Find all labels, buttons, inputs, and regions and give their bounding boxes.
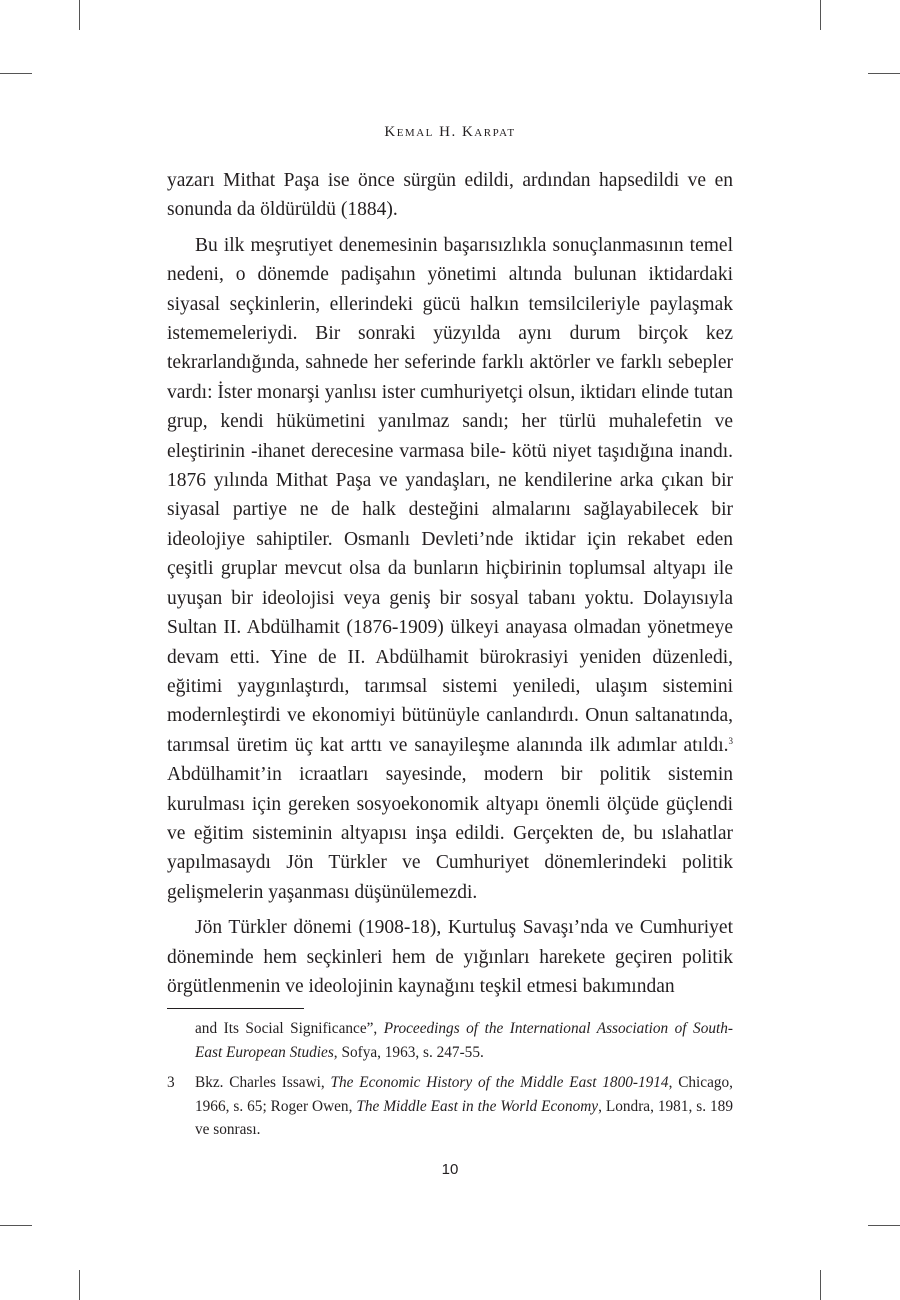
body-text — [167, 166, 733, 1001]
footnote-number: 3 — [167, 1074, 175, 1091]
footnotes — [167, 1017, 733, 1142]
crop-mark — [868, 1225, 900, 1226]
page-number: 10 — [441, 1161, 459, 1178]
footnote-separator — [167, 1008, 304, 1009]
paragraph: yazarı Mithat Paşa ise önce sürgün edildi, ardından hapsedildi ve en sonunda da öldürüldü (1884). — [167, 170, 733, 221]
crop-mark — [820, 1270, 821, 1300]
crop-mark — [0, 73, 32, 74]
paragraph-text: Bu ilk meşrutiyet denemesinin başarısızlıkla sonuçlanmasının temel nedeni, o dönemde padişahın yönetimi altında bulunan iktidardaki siyasal seçkinlerin, ellerindeki gücü halkın temsilcileriyle paylaşmak istememeleriydi. Bir sonraki yüzyılda aynı durum birçok kez tekrarlandığında, sahnede her seferinde farklı aktörler ve farklı sebepler vardı: İster monarşi yanlısı ister cumhuriyetçi olsun, iktidarı elinde tutan grup, kendi hükümetini yanılmaz sandı; her türlü muhalefetin ve eleştirinin -ihanet derecesine varmasa bile- kötü niyet taşıdığına inandı. 1876 yılında Mithat Paşa ve yandaşları, ne kendilerine arka çıkan bir siyasal partiye ne de halk desteğini almalarını sağlayabilecek bir ideolojiye sahiptiler. Osmanlı Devleti’nde iktidar için rekabet eden çeşitli gruplar mevcut olsa da bunların hiçbirinin toplumsal altyapı ile uyuşan bir ideolojisi veya geniş bir sosyal tabanı yoktu. Dolayısıyla Sultan II. Abdülhamit (1876-1909) ülkeyi anayasa olmadan yönetmeye devam etti. Yine de II. Abdülhamit bürokrasiyi yeniden düzenledi, eğitimi yaygınlaştırdı, tarımsal sistemi yeniledi, ulaşım sistemini modernleştirdi ve ekonomiyi bütünüyle canlandırdı. Onun saltanatında, tarımsal üretim üç kat arttı ve sanayileşme alanında ilk adımlar atıldı. — [167, 234, 733, 756]
paragraph: Jön Türkler dönemi (1908-18), Kurtuluş Savaşı’nda ve Cumhuriyet döneminde hem seçkinleri hem de yığınları harekete geçiren politik örgütlenmenin ve ideolojinin kaynağını teşkil etmesi bakımından — [167, 917, 733, 997]
crop-mark — [0, 1225, 32, 1226]
crop-mark — [79, 1270, 80, 1300]
footnote-continuation: and Its Social Significance”, Proceedings of the International Association of South-East European Studies, Sofya, 1963, s. 247-55. — [195, 1020, 733, 1061]
footnote-3: 3 Bkz. Charles Issawi, The Economic History of the Middle East 1800-1914, Chicago, 1966, s. 65; Roger Owen, The Middle East in the World Economy, Londra, 1981, s. 189 ve sonrası. — [167, 1071, 733, 1142]
paragraph-text: Abdülhamit’in icraatları sayesinde, modern bir politik sistemin kurulması için gereken sosyoekonomik altyapı önemli ölçüde güçlendi ve eğitim sisteminin altyapısı inşa edildi. Gerçekten de, bu ıslahatlar yapılmasaydı Jön Türkler ve Cumhuriyet dönemlerindeki politik gelişmelerin yaşanması düşünülemezdi. — [167, 764, 733, 903]
paragraph — [167, 231, 733, 907]
crop-mark — [820, 0, 821, 30]
crop-mark — [868, 73, 900, 74]
running-head: Kemal H. Karpat — [384, 124, 516, 140]
crop-mark — [79, 0, 80, 30]
footnote-reference[interactable]: 3 — [728, 735, 733, 746]
